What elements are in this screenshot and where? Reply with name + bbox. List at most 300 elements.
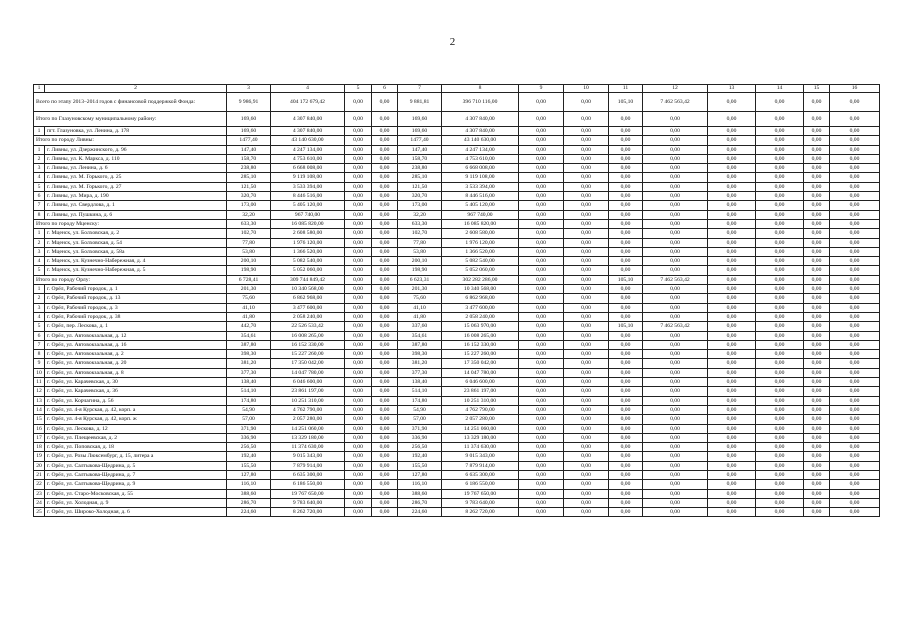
value-cell: 0,00: [804, 164, 830, 173]
value-cell: 0,00: [609, 470, 643, 479]
value-cell: 0,00: [345, 201, 372, 210]
value-cell: 0,00: [804, 93, 830, 112]
value-cell: 0,00: [609, 350, 643, 359]
address-cell: г. Орёл, ул. Салтыкова-Щедрина, д. 5: [45, 461, 227, 470]
value-cell: 0,00: [372, 173, 398, 182]
value-cell: 0,00: [564, 127, 609, 136]
value-cell: 0,00: [564, 266, 609, 275]
value-cell: 0,00: [830, 154, 880, 163]
value-cell: 3 477 600,00: [442, 303, 519, 312]
value-cell: 0,00: [804, 303, 830, 312]
value-cell: 75,60: [398, 294, 442, 303]
address-cell: г. Орёл, ул. Старо-Московская, д. 55: [45, 489, 227, 498]
value-cell: 0,00: [643, 266, 708, 275]
value-cell: 0,00: [564, 340, 609, 349]
value-cell: 41,80: [227, 312, 271, 321]
column-number: 8: [442, 85, 519, 93]
value-cell: 0,00: [643, 405, 708, 414]
value-cell: 0,00: [708, 405, 756, 414]
value-cell: 0,00: [643, 112, 708, 127]
address-cell: г. Ливны, ул. Дзержинского, д. 96: [45, 145, 227, 154]
row-number: 13: [34, 396, 45, 405]
value-cell: 5 082 540,00: [271, 257, 345, 266]
value-cell: 1 366 520,00: [442, 247, 519, 256]
value-cell: 10 251 310,00: [271, 396, 345, 405]
value-cell: 0,00: [519, 452, 564, 461]
value-cell: 0,00: [708, 257, 756, 266]
value-cell: 0,00: [609, 145, 643, 154]
value-cell: 0,00: [372, 219, 398, 228]
page-number: 2: [449, 36, 456, 48]
value-cell: 0,00: [345, 154, 372, 163]
value-cell: 0,00: [756, 145, 804, 154]
value-cell: 0,00: [708, 396, 756, 405]
table-row: [34, 368, 880, 377]
value-cell: 53,80: [227, 247, 271, 256]
value-cell: 169,60: [227, 112, 271, 127]
value-cell: 0,00: [609, 173, 643, 182]
value-cell: 0,00: [708, 303, 756, 312]
value-cell: 17 350 042,00: [271, 359, 345, 368]
value-cell: 6 186 550,00: [442, 480, 519, 489]
value-cell: 0,00: [372, 424, 398, 433]
value-cell: 0,00: [609, 405, 643, 414]
value-cell: 105,10: [609, 275, 643, 284]
value-cell: 0,00: [830, 294, 880, 303]
value-cell: 0,00: [804, 127, 830, 136]
value-cell: 0,00: [372, 294, 398, 303]
value-cell: 0,00: [345, 489, 372, 498]
row-number: 1: [34, 145, 45, 154]
value-cell: 0,00: [804, 322, 830, 331]
value-cell: 0,00: [372, 312, 398, 321]
value-cell: 0,00: [708, 415, 756, 424]
value-cell: 0,00: [804, 257, 830, 266]
value-cell: 0,00: [519, 247, 564, 256]
row-number: 24: [34, 498, 45, 507]
value-cell: 0,00: [708, 182, 756, 191]
row-number: 19: [34, 452, 45, 461]
value-cell: 0,00: [643, 210, 708, 219]
value-cell: 16 085 820,00: [271, 219, 345, 228]
value-cell: 5 405 120,00: [271, 201, 345, 210]
value-cell: 0,00: [564, 173, 609, 182]
value-cell: 0,00: [345, 350, 372, 359]
value-cell: 2 608 580,00: [442, 229, 519, 238]
value-cell: 116,10: [227, 480, 271, 489]
value-cell: 0,00: [345, 303, 372, 312]
column-number: 6: [372, 85, 398, 93]
table-row: [34, 182, 880, 191]
value-cell: 0,00: [609, 312, 643, 321]
value-cell: 13 329 180,00: [271, 433, 345, 442]
value-cell: 0,00: [519, 443, 564, 452]
value-cell: 0,00: [756, 452, 804, 461]
value-cell: 0,00: [804, 112, 830, 127]
value-cell: 0,00: [708, 238, 756, 247]
value-cell: 0,00: [643, 173, 708, 182]
value-cell: 9 119 108,00: [442, 173, 519, 182]
value-cell: 0,00: [708, 489, 756, 498]
value-cell: 0,00: [756, 182, 804, 191]
table-row: [34, 508, 880, 517]
value-cell: 0,00: [643, 201, 708, 210]
value-cell: 0,00: [519, 192, 564, 201]
table-row: [34, 350, 880, 359]
value-cell: 0,00: [643, 452, 708, 461]
value-cell: 0,00: [756, 443, 804, 452]
value-cell: 0,00: [609, 247, 643, 256]
value-cell: 5 082 540,00: [442, 257, 519, 266]
value-cell: 0,00: [643, 247, 708, 256]
value-cell: 138,40: [398, 378, 442, 387]
value-cell: 0,00: [519, 387, 564, 396]
value-cell: 0,00: [756, 127, 804, 136]
value-cell: 0,00: [372, 145, 398, 154]
value-cell: 16 152 330,00: [442, 340, 519, 349]
value-cell: 6 046 600,00: [442, 378, 519, 387]
table-row: [34, 470, 880, 479]
value-cell: 377,30: [227, 368, 271, 377]
value-cell: 0,00: [609, 452, 643, 461]
value-cell: 0,00: [564, 275, 609, 284]
row-number: 9: [34, 359, 45, 368]
value-cell: 0,00: [830, 285, 880, 294]
value-cell: 0,00: [564, 433, 609, 442]
value-cell: 0,00: [708, 340, 756, 349]
value-cell: 53,80: [398, 247, 442, 256]
value-cell: 0,00: [708, 461, 756, 470]
value-cell: 377,30: [398, 368, 442, 377]
value-cell: 43 140 630,00: [271, 136, 345, 145]
value-cell: 0,00: [643, 127, 708, 136]
value-cell: 147,40: [398, 145, 442, 154]
value-cell: 371,90: [398, 424, 442, 433]
value-cell: 0,00: [708, 154, 756, 163]
value-cell: 0,00: [756, 480, 804, 489]
value-cell: 43 140 630,00: [442, 136, 519, 145]
value-cell: 0,00: [830, 331, 880, 340]
row-number: 14: [34, 405, 45, 414]
value-cell: 0,00: [372, 182, 398, 191]
value-cell: 0,00: [564, 368, 609, 377]
value-cell: 0,00: [519, 480, 564, 489]
value-cell: 0,00: [609, 201, 643, 210]
value-cell: 0,00: [708, 378, 756, 387]
value-cell: 0,00: [345, 112, 372, 127]
value-cell: 0,00: [609, 387, 643, 396]
value-cell: 0,00: [756, 498, 804, 507]
value-cell: 0,00: [804, 192, 830, 201]
table-row: [34, 303, 880, 312]
value-cell: 0,00: [708, 368, 756, 377]
value-cell: 0,00: [708, 508, 756, 517]
value-cell: 0,00: [564, 136, 609, 145]
value-cell: 0,00: [345, 285, 372, 294]
row-number: 8: [34, 210, 45, 219]
value-cell: 0,00: [519, 303, 564, 312]
value-cell: 0,00: [564, 210, 609, 219]
value-cell: 0,00: [643, 350, 708, 359]
value-cell: 0,00: [345, 368, 372, 377]
value-cell: 0,00: [372, 192, 398, 201]
value-cell: 0,00: [564, 294, 609, 303]
value-cell: 0,00: [372, 127, 398, 136]
value-cell: 6 862 968,00: [271, 294, 345, 303]
value-cell: 0,00: [643, 219, 708, 228]
value-cell: 0,00: [804, 154, 830, 163]
value-cell: 0,00: [804, 238, 830, 247]
value-cell: 0,00: [830, 136, 880, 145]
value-cell: 0,00: [804, 312, 830, 321]
address-cell: г. Мценск, ул. Кузнечно-Набережная, д. 4: [45, 257, 227, 266]
value-cell: 0,00: [830, 387, 880, 396]
value-cell: 0,00: [519, 396, 564, 405]
value-cell: 0,00: [372, 461, 398, 470]
table-row: [34, 201, 880, 210]
value-cell: 6 623,31: [398, 275, 442, 284]
value-cell: 23 861 197,00: [271, 387, 345, 396]
value-cell: 0,00: [372, 229, 398, 238]
value-cell: 158,70: [227, 154, 271, 163]
address-cell: г. Орёл, ул. Салтыкова-Щедрина, д. 7: [45, 470, 227, 479]
address-cell: г. Орёл, Рабочий городок, д. 1: [45, 285, 227, 294]
value-cell: 0,00: [345, 275, 372, 284]
value-cell: 54,90: [227, 405, 271, 414]
column-number: 7: [398, 85, 442, 93]
subtotal-label: Всего по этапу 2013–2014 годов с финансовой поддержкой Фонда:: [34, 93, 227, 112]
address-cell: г. Орёл, ул. Салтыкова-Щедрина, д. 9: [45, 480, 227, 489]
column-number: 13: [708, 85, 756, 93]
value-cell: 11 374 630,00: [271, 443, 345, 452]
value-cell: 0,00: [643, 415, 708, 424]
value-cell: 0,00: [830, 424, 880, 433]
value-cell: 0,00: [519, 219, 564, 228]
value-cell: 0,00: [830, 192, 880, 201]
table-row: [34, 154, 880, 163]
value-cell: 0,00: [804, 452, 830, 461]
value-cell: 0,00: [372, 154, 398, 163]
value-cell: 0,00: [804, 266, 830, 275]
row-number: 5: [34, 266, 45, 275]
value-cell: 19 767 650,00: [442, 489, 519, 498]
value-cell: 0,00: [519, 322, 564, 331]
value-cell: 0,00: [756, 368, 804, 377]
value-cell: 967 740,00: [442, 210, 519, 219]
value-cell: 0,00: [372, 405, 398, 414]
value-cell: 0,00: [830, 508, 880, 517]
value-cell: 6 862 968,00: [442, 294, 519, 303]
value-cell: 0,00: [564, 405, 609, 414]
value-cell: 0,00: [564, 452, 609, 461]
column-number: 3: [227, 85, 271, 93]
value-cell: 0,00: [804, 489, 830, 498]
value-cell: 6 635 300,00: [442, 470, 519, 479]
value-cell: 0,00: [519, 331, 564, 340]
value-cell: 0,00: [345, 164, 372, 173]
value-cell: 0,00: [643, 359, 708, 368]
value-cell: 0,00: [804, 340, 830, 349]
value-cell: 0,00: [609, 396, 643, 405]
value-cell: 4 307 840,00: [271, 112, 345, 127]
value-cell: 0,00: [643, 396, 708, 405]
column-number: 11: [609, 85, 643, 93]
value-cell: 0,00: [804, 480, 830, 489]
address-cell: г. Орёл, ул. 4-я Курская, д. 42, корп. а: [45, 405, 227, 414]
value-cell: 105,10: [609, 322, 643, 331]
value-cell: 0,00: [643, 470, 708, 479]
value-cell: 6 728,41: [227, 275, 271, 284]
value-cell: 0,00: [708, 285, 756, 294]
value-cell: 0,00: [609, 192, 643, 201]
value-cell: 1477,40: [398, 136, 442, 145]
row-number: 23: [34, 489, 45, 498]
value-cell: 0,00: [372, 498, 398, 507]
address-cell: г. Орёл, ул. 4-я Курская, д. 42, корп. ж: [45, 415, 227, 424]
value-cell: 169,60: [227, 127, 271, 136]
value-cell: 0,00: [564, 331, 609, 340]
value-cell: 16 152 330,00: [271, 340, 345, 349]
value-cell: 0,00: [830, 173, 880, 182]
value-cell: 116,10: [398, 480, 442, 489]
value-cell: 0,00: [519, 415, 564, 424]
value-cell: 0,00: [804, 470, 830, 479]
table-row: [34, 322, 880, 331]
address-cell: г. Орёл, ул. Поповская, д. 18: [45, 443, 227, 452]
value-cell: 0,00: [345, 415, 372, 424]
value-cell: 0,00: [643, 433, 708, 442]
table-row: [34, 229, 880, 238]
row-number: 2: [34, 294, 45, 303]
value-cell: 14 047 780,00: [442, 368, 519, 377]
value-cell: 4 247 134,00: [442, 145, 519, 154]
value-cell: 0,00: [609, 238, 643, 247]
value-cell: 0,00: [804, 136, 830, 145]
value-cell: 0,00: [756, 112, 804, 127]
value-cell: 0,00: [609, 489, 643, 498]
value-cell: 0,00: [519, 312, 564, 321]
value-cell: 633,30: [398, 219, 442, 228]
value-cell: 0,00: [830, 112, 880, 127]
value-cell: 0,00: [643, 340, 708, 349]
value-cell: 9 986,91: [227, 93, 271, 112]
value-cell: 8 446 516,00: [442, 192, 519, 201]
value-cell: 0,00: [345, 229, 372, 238]
value-cell: 381,20: [227, 359, 271, 368]
value-cell: 0,00: [643, 257, 708, 266]
value-cell: 8 262 720,00: [271, 508, 345, 517]
value-cell: 3 533 394,00: [271, 182, 345, 191]
value-cell: 0,00: [804, 508, 830, 517]
value-cell: 7 879 914,00: [271, 461, 345, 470]
value-cell: 0,00: [804, 498, 830, 507]
value-cell: 0,00: [804, 368, 830, 377]
value-cell: 0,00: [609, 508, 643, 517]
value-cell: 0,00: [372, 415, 398, 424]
value-cell: 256,50: [398, 443, 442, 452]
value-cell: 0,00: [756, 433, 804, 442]
value-cell: 0,00: [609, 303, 643, 312]
value-cell: 0,00: [564, 443, 609, 452]
table-row: [34, 331, 880, 340]
value-cell: 0,00: [830, 219, 880, 228]
value-cell: 0,00: [564, 219, 609, 228]
value-cell: 0,00: [519, 359, 564, 368]
value-cell: 0,00: [372, 443, 398, 452]
value-cell: 174,80: [398, 396, 442, 405]
value-cell: 0,00: [643, 480, 708, 489]
value-cell: 0,00: [519, 461, 564, 470]
value-cell: 7 462 563,42: [643, 275, 708, 284]
value-cell: 286,70: [398, 498, 442, 507]
value-cell: 8 262 720,00: [442, 508, 519, 517]
value-cell: 0,00: [564, 229, 609, 238]
table-row: [34, 145, 880, 154]
value-cell: 0,00: [830, 405, 880, 414]
value-cell: 0,00: [643, 136, 708, 145]
value-cell: 0,00: [756, 93, 804, 112]
value-cell: 0,00: [708, 136, 756, 145]
value-cell: 0,00: [643, 303, 708, 312]
value-cell: 0,00: [519, 378, 564, 387]
table-row: [34, 461, 880, 470]
address-cell: г. Орёл, ул. Холодная, д. 9: [45, 498, 227, 507]
value-cell: 0,00: [756, 173, 804, 182]
value-cell: 0,00: [830, 359, 880, 368]
row-number: 2: [34, 154, 45, 163]
value-cell: 0,00: [372, 210, 398, 219]
value-cell: 0,00: [519, 285, 564, 294]
value-cell: 0,00: [643, 331, 708, 340]
row-number: 18: [34, 443, 45, 452]
value-cell: 0,00: [372, 368, 398, 377]
value-cell: 0,00: [756, 294, 804, 303]
value-cell: 0,00: [609, 461, 643, 470]
value-cell: 0,00: [564, 192, 609, 201]
value-cell: 0,00: [519, 294, 564, 303]
value-cell: 0,00: [519, 201, 564, 210]
value-cell: 0,00: [609, 443, 643, 452]
value-cell: 0,00: [708, 480, 756, 489]
value-cell: 0,00: [708, 350, 756, 359]
value-cell: 9 015 343,00: [442, 452, 519, 461]
value-cell: 0,00: [708, 93, 756, 112]
value-cell: 8 446 516,00: [271, 192, 345, 201]
value-cell: 174,80: [227, 396, 271, 405]
value-cell: 285,10: [398, 173, 442, 182]
address-cell: г. Орёл, ул. Автовокзальная, д. 12: [45, 331, 227, 340]
value-cell: 0,00: [609, 415, 643, 424]
value-cell: 0,00: [708, 452, 756, 461]
address-cell: г. Орёл, ул. Лескова, д. 12: [45, 424, 227, 433]
value-cell: 0,00: [609, 266, 643, 275]
value-cell: 0,00: [372, 452, 398, 461]
row-number: 4: [34, 312, 45, 321]
value-cell: 0,00: [830, 498, 880, 507]
value-cell: 336,90: [398, 433, 442, 442]
row-number: 25: [34, 508, 45, 517]
subtotal-row: [34, 112, 880, 127]
value-cell: 0,00: [345, 219, 372, 228]
value-cell: 0,00: [830, 378, 880, 387]
value-cell: 75,60: [227, 294, 271, 303]
value-cell: 6 186 550,00: [271, 480, 345, 489]
value-cell: 1 976 120,00: [271, 238, 345, 247]
value-cell: 0,00: [564, 396, 609, 405]
value-cell: 0,00: [609, 378, 643, 387]
value-cell: 0,00: [609, 331, 643, 340]
value-cell: 4 307 840,00: [271, 127, 345, 136]
